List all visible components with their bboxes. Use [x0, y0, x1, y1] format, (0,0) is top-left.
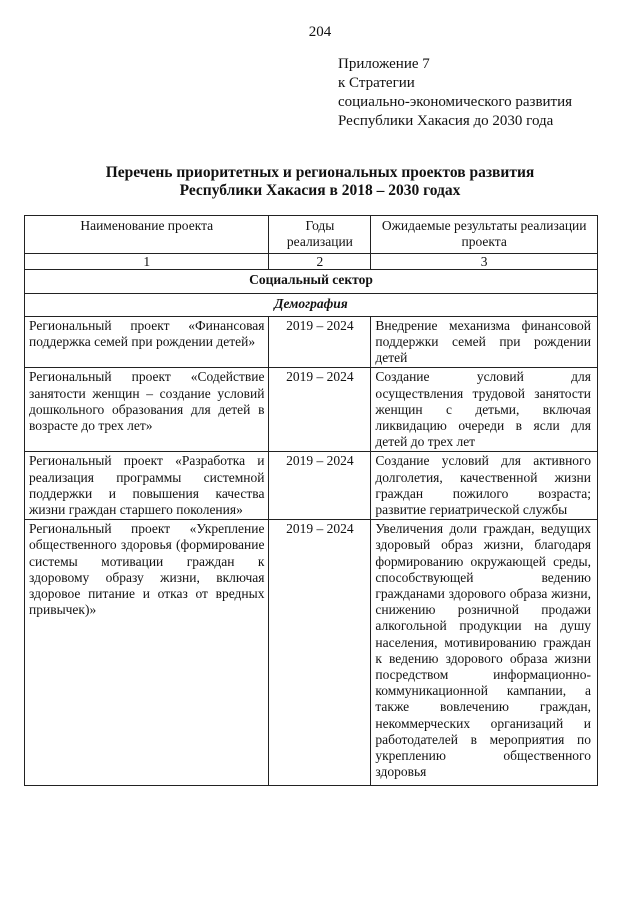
- header-results: Ожидаемые результаты реализации проекта: [371, 216, 598, 254]
- project-name: Региональный проект «Финансовая поддержка семей при рождении детей»: [25, 316, 269, 368]
- table-row: [25, 520, 598, 785]
- project-years: 2019 – 2024: [269, 520, 371, 785]
- appendix-line: Приложение 7: [338, 56, 430, 72]
- appendix-line: к Стратегии: [338, 75, 415, 91]
- project-years: 2019 – 2024: [269, 368, 371, 452]
- projects-table: [24, 215, 598, 786]
- subsection-title: Демография: [25, 293, 598, 316]
- project-years: 2019 – 2024: [269, 316, 371, 368]
- project-name: Региональный проект «Содействие занятости женщин – создание условий дошкольного образования для детей в возрасте до трех лет»: [25, 368, 269, 452]
- appendix-line: Республики Хакасия до 2030 года: [338, 113, 554, 129]
- table-row: [25, 368, 598, 452]
- project-name: Региональный проект «Укрепление общественного здоровья (формирование системы мотивации граждан к здоровому образу жизни, включая здоровое питание и отказ от вредных привычек)»: [25, 520, 269, 785]
- table-row: [25, 452, 598, 520]
- section-title: Социальный сектор: [25, 270, 598, 293]
- column-number: 2: [269, 254, 371, 270]
- project-name: Региональный проект «Разработка и реализация программы системной поддержки и повышения качества жизни граждан старшего поколения»: [25, 452, 269, 520]
- header-project-name: Наименование проекта: [25, 216, 269, 254]
- appendix-note: [338, 55, 572, 131]
- project-result: Создание условий для активного долголетия, качественной жизни граждан пожилого возраста; развитие гериатрической службы: [371, 452, 598, 520]
- table-header-row: [25, 216, 598, 254]
- document-title: [40, 164, 600, 200]
- column-number: 3: [371, 254, 598, 270]
- column-number: 1: [25, 254, 269, 270]
- column-number-row: [25, 254, 598, 270]
- title-line: Республики Хакасия в 2018 – 2030 годах: [179, 182, 461, 199]
- page-number: 204: [308, 24, 332, 40]
- title-line: Перечень приоритетных и региональных проектов развития: [105, 164, 535, 181]
- header-years: Годы реализации: [269, 216, 371, 254]
- table-row: [25, 316, 598, 368]
- section-row: [25, 270, 598, 293]
- subsection-row: [25, 293, 598, 316]
- project-result: Внедрение механизма финансовой поддержки семей при рождении детей: [371, 316, 598, 368]
- project-result: Увеличения доли граждан, ведущих здоровый образ жизни, благодаря формированию окружающей среды, способствующей ведению гражданами здорового образа жизни, снижению розничной продажи алкогольной продукции на душу населения, мотивированию граждан к ведению здорового образа жизни посредством информационно-коммуникационной кампании, а также вовлечению граждан, некоммерческих организаций и работодателей в мероприятия по укреплению общественного здоровья: [371, 520, 598, 785]
- project-years: 2019 – 2024: [269, 452, 371, 520]
- appendix-line: социально-экономического развития: [338, 94, 573, 110]
- project-result: Создание условий для осуществления трудовой занятости женщин с детьми, включая ликвидацию очереди в ясли для детей до трех лет: [371, 368, 598, 452]
